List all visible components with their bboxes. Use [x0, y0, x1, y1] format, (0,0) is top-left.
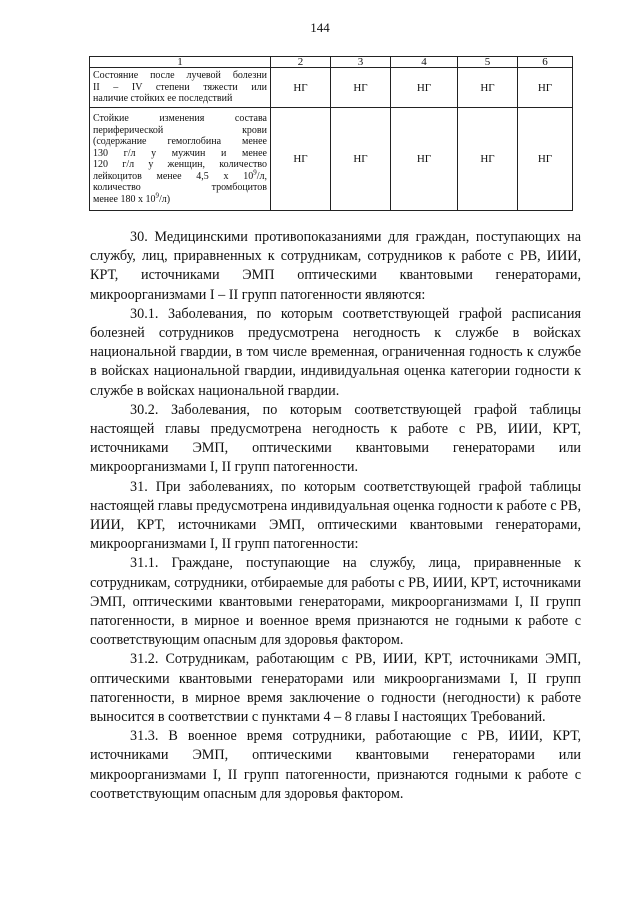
- table-header-row: [90, 57, 573, 68]
- disease-name-line: (содержание гемоглобина менее: [93, 136, 267, 147]
- column-number: 4: [391, 57, 458, 68]
- fitness-value-cell: НГ: [458, 108, 518, 211]
- table-row: [90, 108, 573, 211]
- column-number: 5: [458, 57, 518, 68]
- disease-name-text: /л): [159, 193, 171, 205]
- fitness-value-cell: НГ: [391, 68, 458, 108]
- paragraph-31: 31. При заболеваниях, по которым соответствующей графой таблицы настоящей главы предусмотрена индивидуальная оценка годности к работе с РВ, ИИИ, КРТ, источниками ЭМП, оптическими квантовыми генераторами, микроорганизмами I, II групп патогенности:: [90, 478, 581, 553]
- disease-name-line: периферической крови: [93, 124, 267, 136]
- disease-name-line: Состояние после лучевой болезни: [93, 70, 267, 82]
- disease-name-line: 120 г/л у женщин, количество: [93, 159, 267, 170]
- disease-name-text: менее 180 х 10: [93, 193, 156, 205]
- disease-name-line: 130 г/л у мужчин и менее: [93, 147, 267, 159]
- column-number: 2: [271, 57, 331, 68]
- table-row: [90, 68, 573, 108]
- fitness-value-cell: НГ: [518, 68, 573, 108]
- fitness-value-cell: НГ: [391, 108, 458, 211]
- fitness-value-cell: НГ: [331, 68, 391, 108]
- paragraph-30-1: 30.1. Заболевания, по которым соответствующей графой расписания болезней сотрудников предусмотрена негодность к службе в войсках национальной гвардии, в том числе временная, ограниченная годность к службе в войсках национальной гвардии, индивидуальная оценка категории годности к службе в войсках национальной гвардии.: [90, 305, 581, 399]
- paragraph-30-2: 30.2. Заболевания, по которым соответствующей графой таблицы настоящей главы предусмотрена негодность к работе с РВ, ИИИ, КРТ, источниками ЭМП, оптическими квантовыми генераторами или микроорганизмами I, II групп патогенности.: [90, 401, 581, 476]
- column-number: 3: [331, 57, 391, 68]
- disease-name-line: II – IV степени тяжести или: [93, 81, 267, 93]
- disease-name-text: /л,: [256, 170, 267, 182]
- disease-name-line: количество тромбоцитов: [93, 182, 267, 193]
- page-number: 144: [310, 20, 330, 35]
- column-number: 1: [90, 57, 271, 68]
- disease-name-line: наличие стойких ее последствий: [93, 93, 233, 105]
- disease-name-cell: [90, 108, 271, 211]
- paragraph-31-1: 31.1. Граждане, поступающие на службу, лица, приравненные к сотрудникам, сотрудники, отбираемые для работы с РВ, ИИИ, КРТ, источниками ЭМП, оптическими квантовыми генераторами, микроорганизмами I, II групп патогенности, в мирное и военное время признаются не годными к работе с соответствующим опасным для здоровья фактором.: [90, 555, 581, 649]
- body-text: [90, 228, 581, 804]
- paragraph-31-2: 31.2. Сотрудникам, работающим с РВ, ИИИ, КРТ, источниками ЭМП, оптическими квантовыми генераторами или микроорганизмами I, II групп патогенности, в мирное время заключение о годности (негодности) к работе выносится в соответствии с пунктами 4 – 8 главы I настоящих Требований.: [90, 651, 581, 726]
- fitness-value-cell: НГ: [271, 68, 331, 108]
- fitness-value-cell: НГ: [458, 68, 518, 108]
- disease-name-line: [93, 191, 267, 206]
- column-number: 6: [518, 57, 573, 68]
- fitness-value-cell: НГ: [271, 108, 331, 211]
- disease-name-cell: [90, 68, 271, 108]
- paragraph-31-3: 31.3. В военное время сотрудники, работающие с РВ, ИИИ, КРТ, источниками ЭМП, оптическими квантовыми генераторами или микроорганизмами I, II групп патогенности, признаются годными к работе с соответствующим опасным для здоровья фактором.: [90, 728, 581, 802]
- paragraph-30: 30. Медицинскими противопоказаниями для граждан, поступающих на службу, лиц, приравненных к сотрудникам, сотрудников к работе с РВ, ИИИ, КРТ, источниками ЭМП оптическими квантовыми генераторами, микроорганизмами I – II групп патогенности являются:: [90, 229, 581, 303]
- fitness-value-cell: НГ: [331, 108, 391, 211]
- disease-name-text: лейкоцитов менее 4,5 х 10: [93, 170, 254, 182]
- contraindications-table: [89, 56, 573, 211]
- exponent: 9: [253, 168, 257, 177]
- disease-name-line: [93, 168, 267, 183]
- fitness-value-cell: НГ: [518, 108, 573, 211]
- disease-name-line: Стойкие изменения состава: [93, 113, 267, 124]
- exponent: 9: [155, 191, 159, 200]
